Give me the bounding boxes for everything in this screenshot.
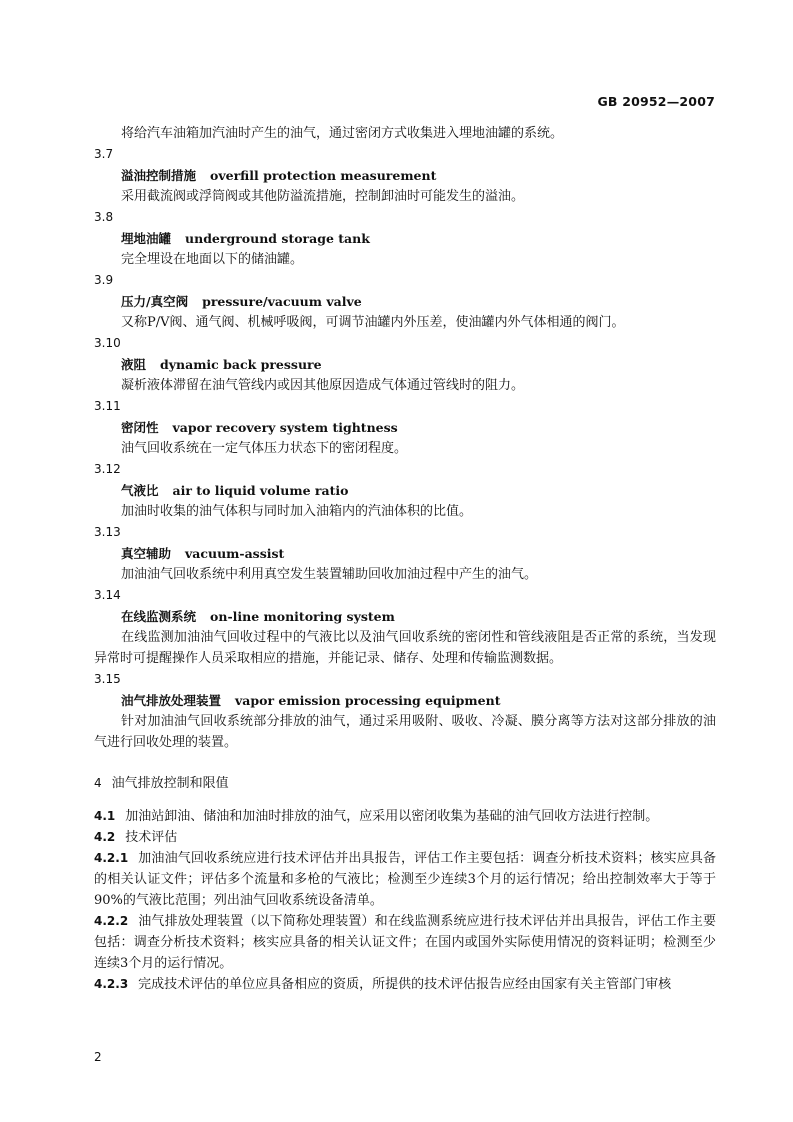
- term-definition: 针对加油油气回收系统部分排放的油气，通过采用吸附、吸收、冷凝、膜分离等方法对这部分排放的油气进行回收处理的装置。: [94, 714, 716, 750]
- term-cn: 液阻: [121, 357, 147, 372]
- term-en: dynamic back pressure: [160, 357, 322, 372]
- term-number: 3.8: [94, 210, 114, 224]
- term-cn: 溢油控制措施: [121, 168, 197, 183]
- section-heading: [94, 773, 716, 794]
- term-title: [94, 228, 716, 249]
- term-title: [94, 606, 716, 627]
- term-en: vapor emission processing equipment: [235, 693, 501, 708]
- term-cn: 真空辅助: [121, 546, 172, 561]
- term-cn: 压力/真空阀: [121, 294, 189, 309]
- term-definition: 加油油气回收系统中利用真空发生装置辅助回收加油过程中产生的油气。: [121, 567, 538, 582]
- term-title: [94, 690, 716, 711]
- term-title: [94, 165, 716, 186]
- terms-list: [94, 144, 716, 753]
- term-number: 3.7: [94, 147, 114, 161]
- clause-text: 加油油气回收系统应进行技术评估并出具报告，评估工作主要包括：调查分析技术资料；核实应具备的相关认证文件；评估多个流量和多枪的气液比；检测至少连续3个月的运行情况；给出控制效率大于等于90%的气液比范围；列出油气回收系统设备清单。: [94, 851, 716, 908]
- clause: [94, 911, 716, 974]
- term-definition: 又称P/V阀、通气阀、机械呼吸阀，可调节油罐内外压差，使油罐内外气体相通的阀门。: [121, 315, 625, 330]
- clause: [94, 806, 716, 827]
- term-en: vapor recovery system tightness: [172, 420, 398, 435]
- section-number: 4: [94, 776, 102, 790]
- term-definition: 加油时收集的油气体积与同时加入油箱内的汽油体积的比值。: [121, 504, 473, 519]
- term-en: pressure/vacuum valve: [202, 294, 362, 309]
- clause-number: 4.2.1: [94, 851, 129, 865]
- clause-number: 4.2.2: [94, 914, 129, 928]
- clause-text: 加油站卸油、储油和加油时排放的油气，应采用以密闭收集为基础的油气回收方法进行控制。: [125, 809, 659, 824]
- term-title: [94, 480, 716, 501]
- term-number: 3.12: [94, 462, 121, 476]
- clause-text: 技术评估: [125, 830, 178, 845]
- term-number: 3.11: [94, 399, 121, 413]
- term-cn: 油气排放处理装置: [121, 693, 222, 708]
- page-number: 2: [94, 1050, 102, 1064]
- term-definition: 凝析液体滞留在油气管线内或因其他原因造成气体通过管线时的阻力。: [121, 378, 525, 393]
- clauses-list: [94, 806, 716, 995]
- term-definition: 油气回收系统在一定气体压力状态下的密闭程度。: [121, 441, 408, 456]
- clause-text: 完成技术评估的单位应具备相应的资质，所提供的技术评估报告应经由国家有关主管部门审核: [138, 977, 672, 992]
- intro-line: 将给汽车油箱加汽油时产生的油气，通过密闭方式收集进入埋地油罐的系统。: [121, 126, 564, 141]
- term-en: vacuum-assist: [185, 546, 285, 561]
- section-title: 油气排放控制和限值: [111, 776, 229, 791]
- standard-code: GB 20952—2007: [597, 94, 715, 109]
- term-cn: 在线监测系统: [121, 609, 197, 624]
- clause-number: 4.2.3: [94, 977, 129, 991]
- document-body: [94, 123, 716, 995]
- term-title: [94, 543, 716, 564]
- term-number: 3.10: [94, 336, 121, 350]
- clause: [94, 974, 716, 995]
- term-title: [94, 291, 716, 312]
- clause: [94, 827, 716, 848]
- term-number: 3.14: [94, 588, 121, 602]
- clause-number: 4.1: [94, 809, 116, 823]
- term-number: 3.9: [94, 273, 114, 287]
- clause-number: 4.2: [94, 830, 116, 844]
- term-cn: 埋地油罐: [121, 231, 172, 246]
- term-title: [94, 354, 716, 375]
- clause-text: 油气排放处理装置（以下简称处理装置）和在线监测系统应进行技术评估并出具报告，评估工作主要包括：调查分析技术资料；核实应具备的相关认证文件；在国内或国外实际使用情况的资料证明；检测至少连续3个月的运行情况。: [94, 914, 716, 971]
- term-number: 3.13: [94, 525, 121, 539]
- term-definition: 在线监测加油油气回收过程中的气液比以及油气回收系统的密闭性和管线液阻是否正常的系统，当发现异常时可提醒操作人员采取相应的措施，并能记录、储存、处理和传输监测数据。: [94, 630, 716, 666]
- term-definition: 完全埋设在地面以下的储油罐。: [121, 252, 304, 267]
- term-en: on-line monitoring system: [210, 609, 395, 624]
- term-en: overfill protection measurement: [210, 168, 437, 183]
- clause: [94, 848, 716, 911]
- term-en: underground storage tank: [185, 231, 370, 246]
- term-definition: 采用截流阀或浮筒阀或其他防溢流措施，控制卸油时可能发生的溢油。: [121, 189, 525, 204]
- term-cn: 气液比: [121, 483, 159, 498]
- term-en: air to liquid volume ratio: [172, 483, 349, 498]
- term-number: 3.15: [94, 672, 121, 686]
- term-title: [94, 417, 716, 438]
- term-cn: 密闭性: [121, 420, 159, 435]
